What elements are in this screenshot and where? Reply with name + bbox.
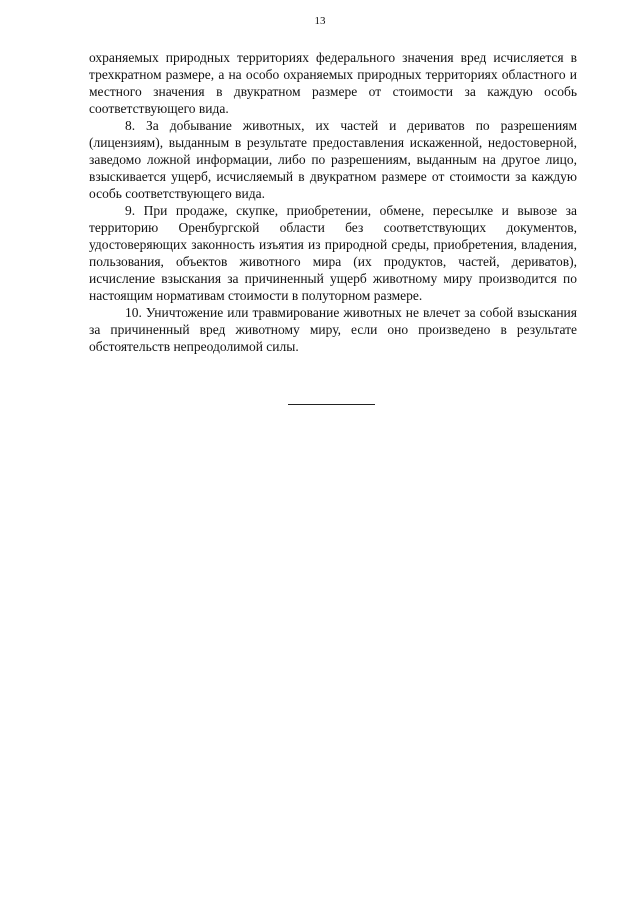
paragraph-continuation: охраняемых природных территориях федерального значения вред исчисляется в трехкратном размере, а на особо охраняемых природных территориях областного и местного значения в двукратном размере от стоимости за каждую особь соответствующего вида. [89,50,577,116]
paragraph-item-10: 10. Уничтожение или травмирование животных не влечет за собой взыскания за причиненный вред животному миру, если оно произведено в результате обстоятельств непреодолимой силы. [89,305,577,354]
page-number: 13 [314,15,326,27]
end-divider-line [288,404,375,405]
paragraph-item-8: 8. За добывание животных, их частей и дериватов по разрешениям (лицензиям), выданным в результате предоставления искаженной, недостоверной, заведомо ложной информации, либо по разрешениям, выданным на другое лицо, взыскивается ущерб, исчисляемый в двукратном размере от стоимости за каждую особь соответствующего вида. [89,118,577,201]
paragraph-item-9: 9. При продаже, скупке, приобретении, обмене, пересылке и вывозе за территорию Оренбургской области без соответствующих документов, удостоверяющих законность изъятия из природной среды, приобретения, владения, пользования, объектов животного мира (их продуктов, частей, дериватов), исчисление взыскания за причиненный ущерб животному миру производится по настоящим нормативам стоимости в полуторном размере. [89,203,577,303]
document-body [89,49,577,355]
